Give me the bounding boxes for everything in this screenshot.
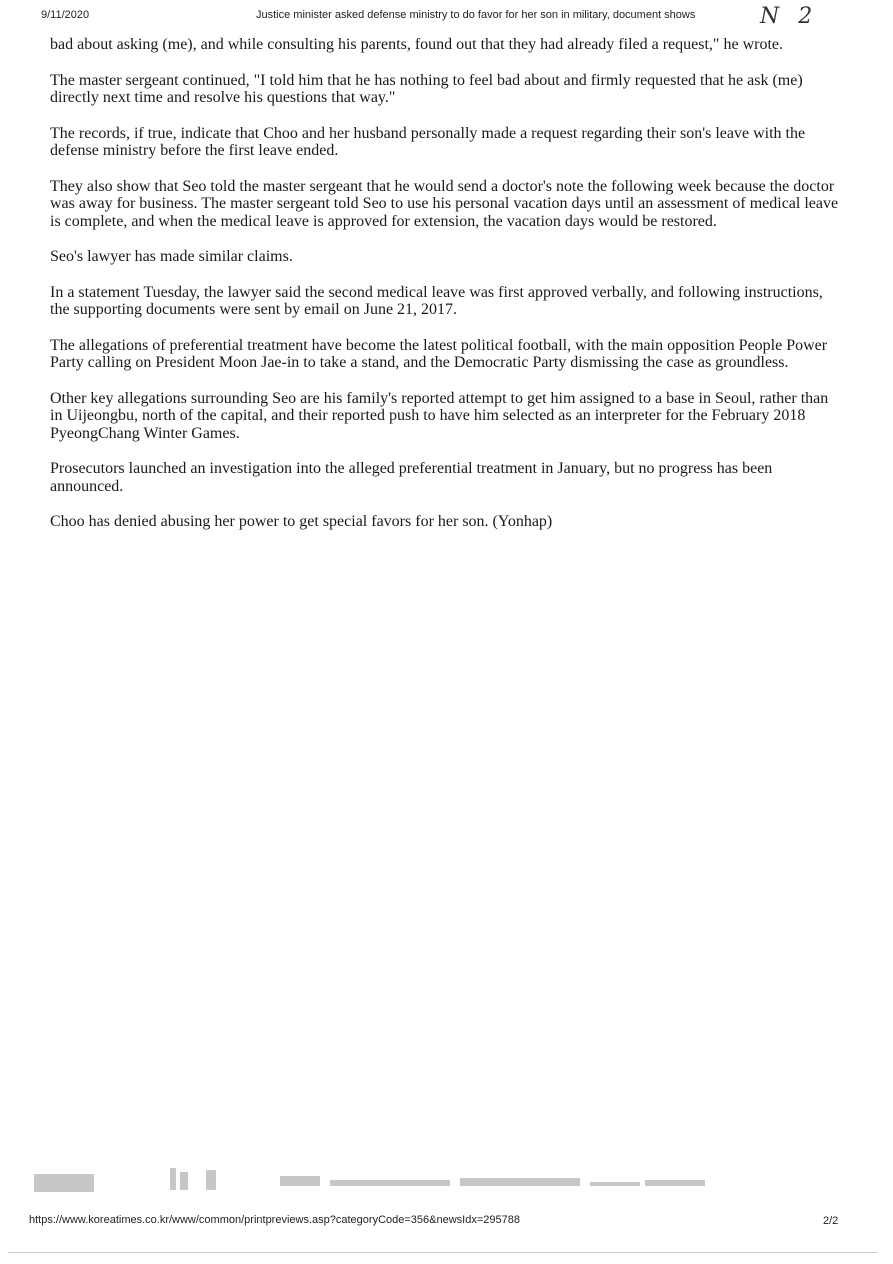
article-paragraph: They also show that Seo told the master sergeant that he would send a doctor's note the following week because the doctor was away for business. The master sergeant told Seo to use his personal vacation days until an assessment of medical leave is complete, and when the medical leave is approved for extension, the vacation days would be restored.	[50, 177, 839, 230]
article-paragraph: The records, if true, indicate that Choo and her husband personally made a request regarding their son's leave with the defense ministry before the first leave ended.	[50, 124, 806, 159]
article-paragraph: Choo has denied abusing her power to get special favors for her son. (Yonhap)	[50, 513, 553, 530]
page-bottom-edge	[8, 1252, 878, 1253]
article-body	[50, 36, 840, 549]
article-paragraph: Other key allegations surrounding Seo are his family's reported attempt to get him assigned to a base in Seoul, rather than in Uijeongbu, north of the capital, and their reported push to have him selected as an interpreter for the February 2018 PyeongChang Winter Games.	[50, 389, 829, 442]
article-paragraph: Seo's lawyer has made similar claims.	[50, 248, 293, 265]
handwritten-annotation: N 2	[760, 4, 819, 29]
article-paragraph: In a statement Tuesday, the lawyer said the second medical leave was first approved verbally, and following instructions, the supporting documents were sent by email on June 21, 2017.	[50, 283, 823, 318]
footer-source-url: https://www.koreatimes.co.kr/www/common/printpreviews.asp?categoryCode=356&newsIdx=295788	[29, 1214, 520, 1226]
footer-page-number: 2/2	[823, 1215, 839, 1227]
article-paragraph: The allegations of preferential treatment have become the latest political football, with the main opposition People Power Party calling on President Moon Jae-in to take a stand, and the Democratic Party dismissing the case as groundless.	[50, 336, 828, 371]
article-paragraph: Prosecutors launched an investigation into the alleged preferential treatment in January, but no progress has been announced.	[50, 460, 773, 495]
print-date: 9/11/2020	[41, 9, 90, 21]
article-paragraph: The master sergeant continued, "I told him that he has nothing to feel bad about and firmly requested that he ask (me) directly next time and resolve his questions that way."	[50, 71, 803, 106]
scan-artifact	[30, 1160, 720, 1200]
print-header-title: Justice minister asked defense ministry to do favor for her son in military, document shows	[256, 9, 696, 21]
article-paragraph: bad about asking (me), and while consulting his parents, found out that they had already filed a request," he wrote.	[50, 36, 783, 53]
